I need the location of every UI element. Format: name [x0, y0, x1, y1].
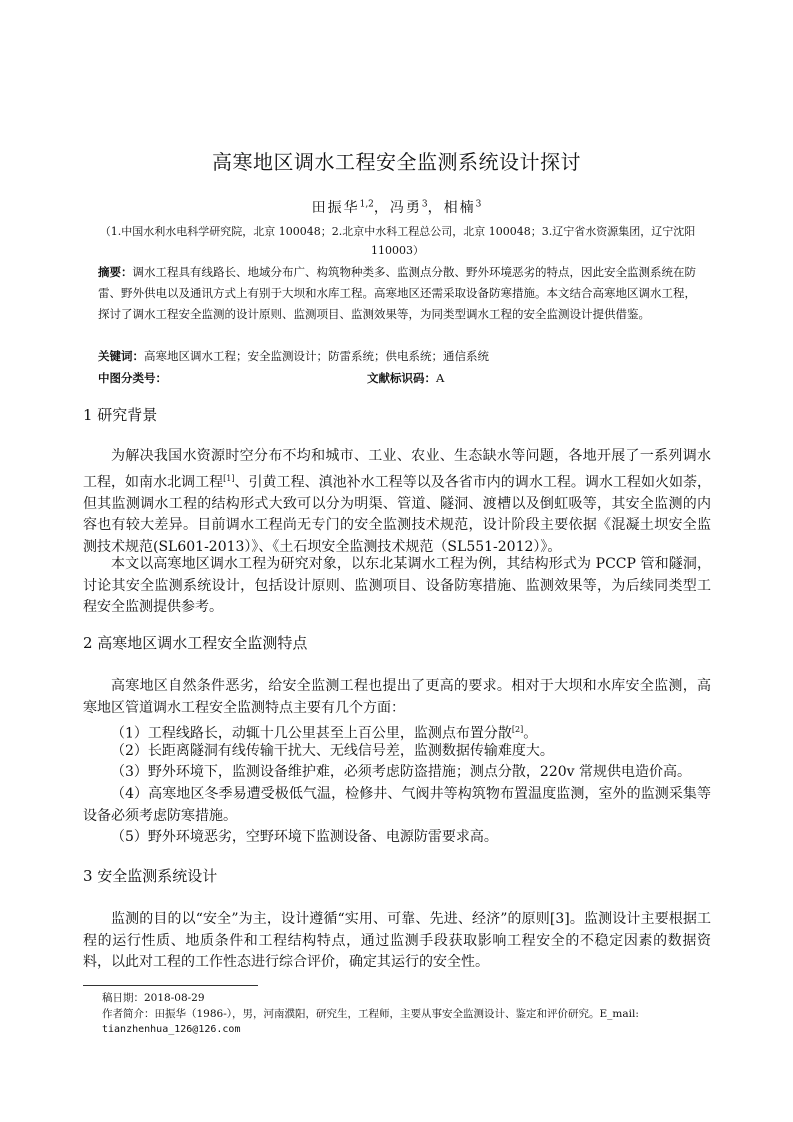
author-affiliation-marker: 3	[475, 199, 482, 210]
footnote-received-date: 稿日期：2018-08-29	[102, 992, 205, 1004]
footnote-author-bio: 作者简介：田振华（1986-），男，河南濮阳，研究生，工程师，主要从事安全监测设计、鉴定和评价研究。E_mail:	[102, 1008, 639, 1020]
section-2-paragraph-1: 高寒地区自然条件恶劣，给安全监测工程也提出了更高的要求。相对于大坝和水库安全监测，高寒地区管道调水工程安全监测特点主要有几个方面：	[83, 678, 711, 716]
list-item: （2）长距离隧洞有线传输干扰大、无线信号差，监测数据传输难度大。	[111, 743, 554, 759]
author-name: 冯勇	[389, 200, 422, 216]
abstract-label: 摘要：	[98, 265, 133, 279]
paragraph-text: 、引黄工程、滇池补水工程等以及各省市内的调水工程。调水工程如火如荼，但其监测调水工程的结构形式大致可以分为明渠、管道、隧洞、渡槽以及倒虹吸等，其安全监测的内容也有较大差异。目前调水工程尚无专门的安全监测技术规范，设计阶段主要依据《混凝土坝安全监测技术规范(SL601-2013）》、《土石坝安全监测技术规范（SL551-2012）》。	[83, 474, 712, 556]
affiliations: （1.中国水利水电科学研究院，北京 100048；2.北京中水科工程总公司，北京 100048；3.辽宁省水资源集团，辽宁沈阳 110003）	[99, 225, 696, 257]
author-list: 田振华$^{1,2}$，冯勇$^3$，相楠$^3$	[311, 199, 482, 216]
section-1-paragraph-1	[83, 446, 711, 559]
document-code-value: A	[436, 371, 445, 385]
list-item: （4）高寒地区冬季易遭受极低气温，检修井、气阀井等构筑物布置温度监测，室外的监测采集等设备必须考虑防寒措施。	[83, 786, 711, 824]
section-1-paragraph-2: 本文以高寒地区调水工程为研究对象，以东北某调水工程为例，其结构形式为 PCCP 管和隧洞，讨论其安全监测系统设计，包括设计原则、监测项目、设备防寒措施、监测效果等，为后续同类型工程安全监测提供参考。	[83, 556, 711, 616]
paper-title: 高寒地区调水工程安全监测系统设计探讨	[212, 150, 581, 174]
author-affiliation-marker: 1,2	[359, 199, 374, 210]
author-name: 田振华	[311, 200, 360, 216]
keywords-label: 关键词：	[98, 349, 144, 363]
citation-ref: [2]	[511, 725, 524, 734]
section-3-paragraph-1: 监测的目的以“安全”为主，设计遵循“实用、可靠、先进、经济”的原则[3]。监测设计主要根据工程的运行性质、地质条件和工程结构特点，通过监测手段获取影响工程安全的不稳定因素的数据资料，以此对工程的工作性态进行综合评价，确定其运行的安全性。	[83, 911, 711, 971]
list-item-text: 。	[523, 725, 538, 742]
footnote-email: tianzhenhua_126@126.com	[102, 1024, 241, 1035]
clc-number	[98, 368, 167, 389]
citation-ref: [1]	[223, 473, 235, 483]
list-item-text: （1）工程线路长，动辄十几公里甚至上百公里，监测点布置分散	[111, 725, 512, 742]
section-heading-1: 1 研究背景	[83, 406, 158, 424]
abstract-text: 调水工程具有线路长、地域分布广、构筑物种类多、监测点分散、野外环境恶劣的特点，因此安全监测系统在防雷、野外供电以及通讯方式上有别于大坝和水库工程。高寒地区还需采取设备防寒措施。本文结合高寒地区调水工程，探讨了调水工程安全监测的设计原则、监测项目、监测效果等，为同类型调水工程的安全监测设计提供借鉴。	[98, 265, 696, 321]
section-heading-2: 2 高寒地区调水工程安全监测特点	[83, 634, 308, 652]
section-heading-3: 3 安全监测系统设计	[83, 867, 218, 885]
abstract	[98, 262, 698, 325]
keywords-text: 高寒地区调水工程；安全监测设计；防雷系统；供电系统；通信系统	[144, 349, 489, 363]
clc-label: 中图分类号：	[98, 371, 167, 385]
footnote-divider	[83, 985, 258, 986]
paragraph-text: 为解决我国水资源时空分布不均和城市、工业、农业、生态缺水等问题，各地开展了一系列调水工程，如南水北调工程	[83, 448, 711, 491]
keywords	[98, 346, 698, 367]
list-item: （5）野外环境恶劣，空野环境下监测设备、电源防雷要求高。	[111, 829, 498, 845]
document-code	[367, 368, 444, 389]
author-name: 相楠	[443, 200, 476, 216]
author-affiliation-marker: 3	[421, 199, 428, 210]
document-code-label: 文献标识码：	[367, 371, 436, 385]
list-item: （3）野外环境下，监测设备维护难，必须考虑防盗措施；测点分散，220v 常规供电造价高。	[111, 764, 691, 780]
